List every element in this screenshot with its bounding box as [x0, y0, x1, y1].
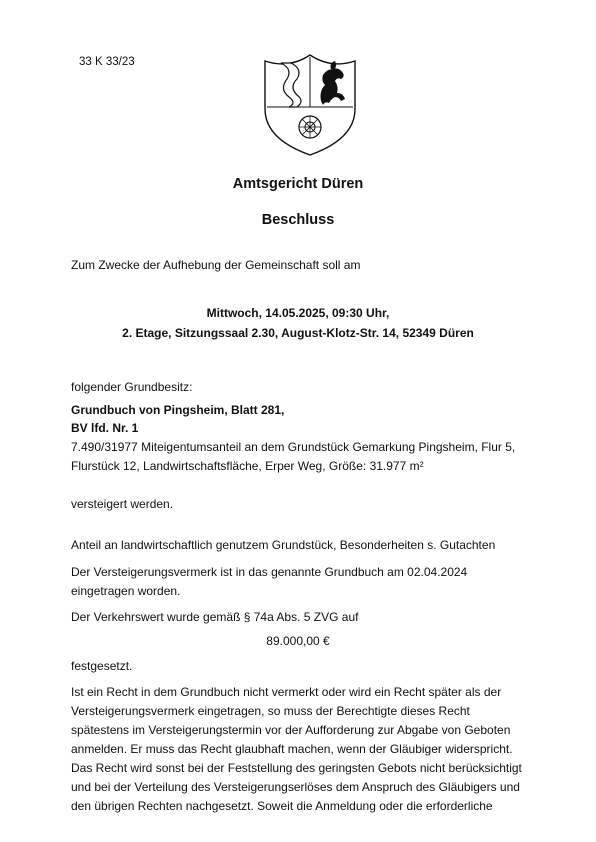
document-type: Beschluss	[261, 212, 335, 228]
auction-date: Mittwoch, 14.05.2025, 09:30 Uhr,	[206, 306, 390, 320]
value-fixed: festgesetzt.	[71, 659, 133, 673]
coat-of-arms-icon	[259, 47, 361, 159]
rights-paragraph-line: anmelden. Er muss das Recht glaubhaft machen, wenn der Gläubiger widerspricht.	[71, 742, 513, 756]
entry-text: Der Versteigerungsvermerk ist in das genannte Grundbuch am 02.04.2024	[71, 565, 468, 579]
land-register: Grundbuch von Pingsheim, Blatt 281,	[71, 403, 285, 417]
property-intro: folgender Grundbesitz:	[71, 380, 193, 394]
market-value: 89.000,00 €	[266, 634, 330, 648]
share-note: Anteil an landwirtschaftlich genutzem Grundstück, Besonderheiten s. Gutachten	[71, 538, 496, 552]
rights-paragraph-line: Das Recht wird sonst bei der Feststellung des geringsten Gebots nicht berücksichtigt	[71, 761, 522, 775]
property-description: 7.490/31977 Miteigentumsanteil an dem Grundstück Gemarkung Pingsheim, Flur 5,	[71, 440, 516, 454]
rights-paragraph-line: Versteigerungsvermerk eingetragen, so muss der Berechtigte dieses Recht	[71, 704, 470, 718]
value-intro: Der Verkehrswert wurde gemäß § 74a Abs. 5 ZVG auf	[71, 610, 359, 624]
intro-text: Zum Zwecke der Aufhebung der Gemeinschaft soll am	[71, 258, 361, 272]
auctioned-text: versteigert werden.	[71, 497, 174, 511]
file-number: 33 K 33/23	[79, 56, 135, 68]
property-description: Flurstück 12, Landwirtschaftsfläche, Erper Weg, Größe: 31.977 m²	[71, 459, 424, 473]
rights-paragraph-line: den übrigen Rechten nachgesetzt. Soweit die Anmeldung oder die erforderliche	[71, 799, 493, 813]
bv-number: BV lfd. Nr. 1	[71, 421, 139, 435]
rights-paragraph-line: spätestens im Versteigerungstermin vor der Aufforderung zur Abgabe von Geboten	[71, 723, 511, 737]
court-name: Amtsgericht Düren	[232, 176, 364, 192]
rights-paragraph-line: und bei der Verteilung des Versteigerungserlöses dem Anspruch des Gläubigers und	[71, 780, 520, 794]
auction-location: 2. Etage, Sitzungssaal 2.30, August-Klotz-Str. 14, 52349 Düren	[122, 326, 474, 340]
rights-paragraph-line: Ist ein Recht in dem Grundbuch nicht vermerkt oder wird ein Recht später als der	[71, 685, 502, 699]
entry-text: eingetragen worden.	[71, 584, 181, 598]
